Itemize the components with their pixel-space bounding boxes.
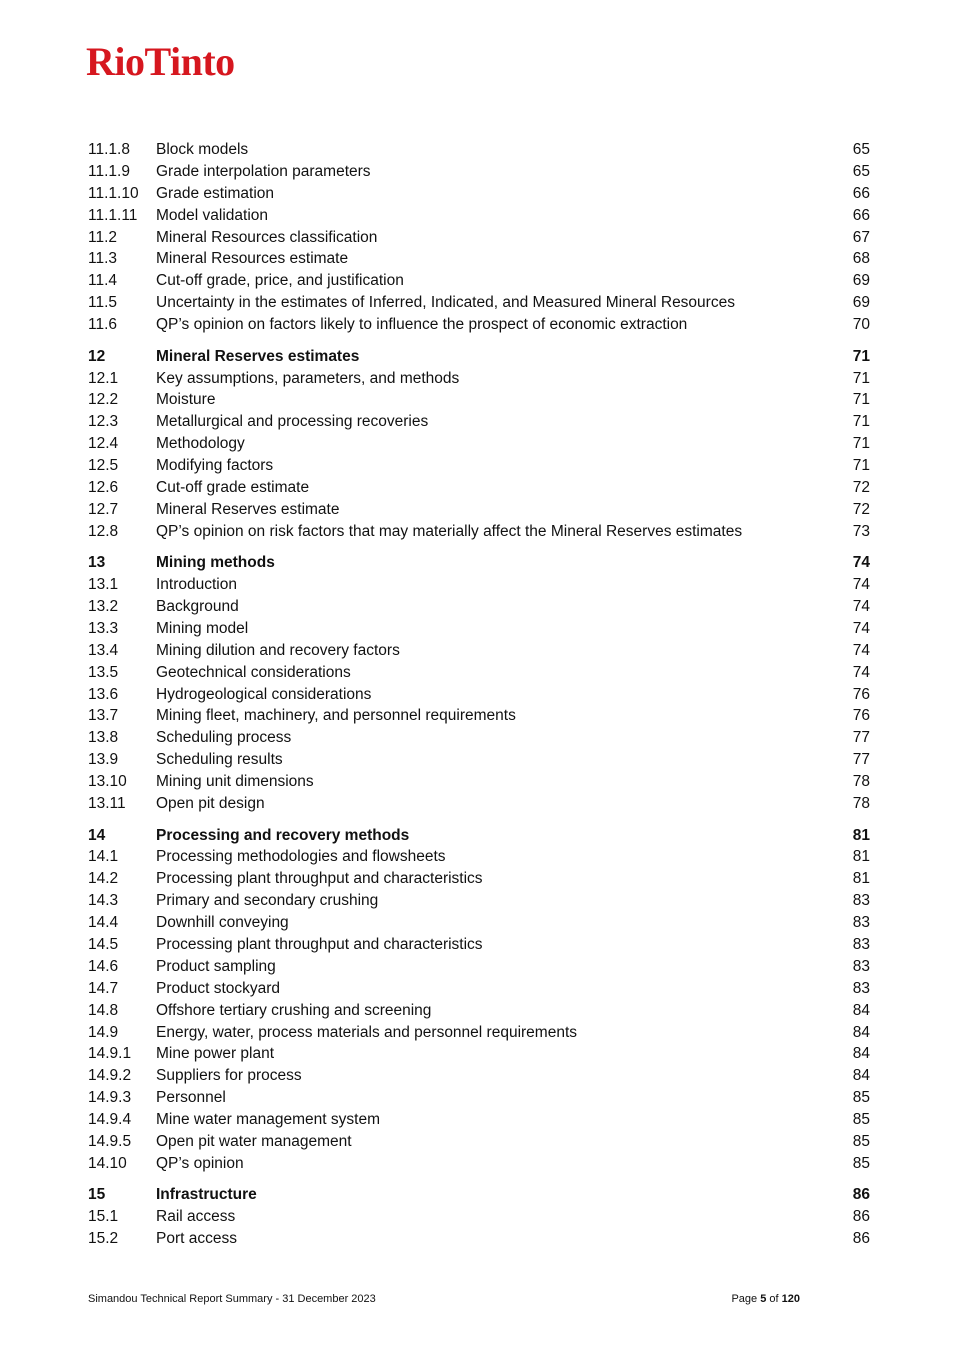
toc-entry-title: Port access [156, 1230, 237, 1248]
toc-entry-page: 69 [852, 294, 870, 312]
toc-entry-num: 13.1 [88, 576, 119, 594]
toc-entry-title: Mineral Resources classification [156, 228, 378, 246]
toc-entry-page: 78 [852, 773, 870, 791]
toc-entry-page: 83 [852, 979, 870, 997]
toc-entry[interactable] [88, 793, 870, 815]
page-total: 120 [781, 1293, 800, 1305]
toc-entry-page: 86 [852, 1186, 870, 1204]
toc-entry-page: 83 [852, 892, 870, 910]
toc-entry-num: 14.8 [88, 1001, 119, 1019]
toc-entry-page: 73 [852, 522, 870, 540]
toc-entry[interactable] [88, 314, 870, 336]
toc-entry-page: 86 [852, 1230, 870, 1248]
toc-entry-title: QP’s opinion [156, 1154, 244, 1172]
toc-entry[interactable] [88, 705, 870, 727]
toc-entry-num: 12.5 [88, 457, 119, 475]
toc-entry-num: 11.1.10 [88, 184, 139, 202]
toc-entry-num: 11.1.9 [88, 162, 130, 180]
toc-entry-num: 13.5 [88, 663, 119, 681]
toc-entry-num: 14.10 [88, 1154, 127, 1172]
toc-entry-title: Uncertainty in the estimates of Inferred, Indicated, and Measured Mineral Resources [156, 294, 735, 312]
toc-entry-page: 71 [852, 369, 870, 387]
page-current: 5 [760, 1293, 767, 1305]
toc-entry[interactable] [88, 640, 870, 662]
toc-entry-title: Mining model [156, 619, 249, 637]
table-of-contents [88, 139, 870, 1250]
toc-entry[interactable] [88, 912, 870, 934]
toc-entry[interactable] [88, 1131, 870, 1153]
toc-entry-title: Suppliers for process [156, 1067, 302, 1085]
toc-entry-title: Downhill conveying [156, 914, 289, 932]
toc-section-heading[interactable] [88, 825, 870, 847]
toc-entry-num: 13 [88, 554, 106, 572]
toc-entry-page: 84 [852, 1001, 870, 1019]
toc-section-heading[interactable] [88, 552, 870, 574]
toc-entry-title: Processing plant throughput and characteristics [156, 870, 483, 888]
toc-entry-page: 81 [852, 870, 870, 888]
toc-entry-title: Product sampling [156, 957, 276, 975]
toc-entry-title: Personnel [156, 1089, 226, 1107]
toc-entry-page: 71 [852, 391, 870, 409]
page-prefix: Page [731, 1293, 758, 1305]
toc-entry-page: 76 [852, 707, 870, 725]
toc-entry-title: Block models [156, 141, 249, 158]
toc-entry-num: 14.2 [88, 870, 119, 888]
toc-entry-title: Model validation [156, 206, 269, 224]
toc-entry[interactable] [88, 521, 870, 543]
toc-entry-title: Mine water management system [156, 1111, 380, 1129]
toc-entry-title: Metallurgical and processing recoveries [156, 413, 429, 431]
toc-entry-num: 11.2 [88, 228, 118, 246]
toc-entry-num: 11.1.8 [88, 141, 130, 158]
toc-entry-title: Scheduling results [156, 751, 283, 769]
toc-entry[interactable] [88, 618, 870, 640]
toc-entry-title: Processing plant throughput and characteristics [156, 935, 483, 953]
toc-entry[interactable] [88, 749, 870, 771]
toc-entry[interactable] [88, 227, 870, 249]
toc-entry-page: 85 [852, 1111, 870, 1129]
toc-entry[interactable] [88, 1087, 870, 1109]
toc-entry-num: 11.1.11 [88, 206, 138, 224]
toc-section-heading[interactable] [88, 1184, 870, 1206]
toc-entry-title: Mining methods [156, 554, 275, 572]
toc-entry-page: 74 [852, 619, 870, 637]
toc-entry-page: 84 [852, 1023, 870, 1041]
toc-entry-num: 14.9.2 [88, 1067, 132, 1085]
toc-entry[interactable] [88, 846, 870, 868]
toc-entry[interactable] [88, 499, 870, 521]
toc-entry[interactable] [88, 890, 870, 912]
toc-entry-page: 74 [852, 641, 870, 659]
toc-entry-page: 85 [852, 1154, 870, 1172]
toc-entry-num: 12.4 [88, 435, 119, 453]
toc-entry-title: Mine power plant [156, 1045, 275, 1063]
toc-entry-title: Introduction [156, 576, 237, 594]
toc-entry-num: 13.9 [88, 751, 119, 769]
toc-entry-num: 14.9.1 [88, 1045, 132, 1063]
rio-tinto-logo: RioTinto [86, 39, 235, 84]
toc-entry-page: 65 [852, 141, 870, 158]
toc-entry[interactable] [88, 205, 870, 227]
toc-entry-title: Energy, water, process materials and personnel requirements [156, 1023, 578, 1041]
toc-entry-num: 14.3 [88, 892, 119, 910]
toc-entry-num: 14.9 [88, 1023, 119, 1041]
toc-entry-page: 85 [852, 1132, 870, 1150]
toc-entry-title: Processing and recovery methods [156, 826, 410, 844]
toc-entry-num: 12.2 [88, 391, 119, 409]
toc-entry-num: 12 [88, 347, 106, 365]
page-of: of [769, 1293, 779, 1305]
toc-entry-title: Mineral Reserves estimate [156, 500, 340, 518]
toc-entry-title: Methodology [156, 435, 245, 453]
toc-entry-num: 14.1 [88, 848, 119, 866]
toc-entry-title: Cut-off grade estimate [156, 478, 310, 496]
toc-entry-title: Primary and secondary crushing [156, 892, 379, 910]
toc-entry-page: 84 [852, 1045, 870, 1063]
toc-entry-page: 74 [852, 663, 870, 681]
toc-entry-num: 13.3 [88, 619, 119, 637]
toc-entry-num: 12.8 [88, 522, 119, 540]
toc-entry-title: Rail access [156, 1208, 236, 1226]
toc-entry-page: 74 [852, 576, 870, 594]
toc-entry-page: 81 [852, 848, 870, 866]
toc-entry-title: Processing methodologies and flowsheets [156, 848, 446, 866]
toc-entry[interactable] [88, 139, 870, 161]
toc-entry[interactable] [88, 248, 870, 270]
toc-entry[interactable] [88, 1228, 870, 1250]
toc-entry[interactable] [88, 270, 870, 292]
toc-entry[interactable] [88, 1109, 870, 1131]
toc-entry-page: 83 [852, 935, 870, 953]
toc-entry-num: 13.8 [88, 729, 119, 747]
toc-entry-title: Geotechnical considerations [156, 663, 351, 681]
toc-entry[interactable] [88, 684, 870, 706]
toc-entry-title: Key assumptions, parameters, and methods [156, 369, 460, 387]
toc-entry-page: 74 [852, 554, 870, 572]
toc-entry-title: Grade estimation [156, 184, 275, 202]
toc-entry-title: Modifying factors [156, 457, 274, 475]
toc-entry-page: 70 [852, 316, 870, 334]
toc-entry-num: 13.2 [88, 598, 119, 615]
toc-entry-title: Moisture [156, 391, 216, 409]
toc-entry-num: 12.7 [88, 500, 119, 518]
toc-entry[interactable] [88, 574, 870, 596]
footer-document-title: Simandou Technical Report Summary - 31 December 2023 [88, 1293, 376, 1305]
toc-entry-page: 71 [852, 347, 870, 365]
toc-entry-title: Offshore tertiary crushing and screening [156, 1001, 432, 1019]
toc-entry-num: 14.7 [88, 979, 119, 997]
toc-entry-num: 15 [88, 1186, 106, 1204]
toc-entry[interactable] [88, 934, 870, 956]
toc-entry-title: Hydrogeological considerations [156, 685, 372, 703]
toc-entry-page: 71 [852, 435, 870, 453]
toc-entry-num: 14.9.5 [88, 1132, 132, 1150]
toc-entry[interactable] [88, 477, 870, 499]
toc-entry[interactable] [88, 1000, 870, 1022]
toc-entry-page: 83 [852, 914, 870, 932]
toc-entry[interactable] [88, 292, 870, 314]
toc-entry[interactable] [88, 389, 870, 411]
toc-entry-num: 11.4 [88, 272, 118, 290]
toc-entry[interactable] [88, 727, 870, 749]
toc-entry-page: 68 [852, 250, 870, 268]
toc-entry-num: 12.1 [88, 369, 119, 387]
page-footer [88, 1293, 800, 1305]
toc-entry-num: 12.6 [88, 478, 119, 496]
toc-entry-num: 13.6 [88, 685, 119, 703]
toc-entry-page: 66 [852, 184, 870, 202]
toc-entry-title: Grade interpolation parameters [156, 162, 371, 180]
toc-entry[interactable] [88, 956, 870, 978]
toc-entry-page: 84 [852, 1067, 870, 1085]
toc-entry-title: Mining unit dimensions [156, 773, 314, 791]
toc-entry-title: Mining dilution and recovery factors [156, 641, 400, 659]
toc-entry[interactable] [88, 1043, 870, 1065]
toc-entry-page: 72 [852, 500, 870, 518]
toc-entry-num: 13.11 [88, 795, 126, 813]
toc-entry-page: 69 [852, 272, 870, 290]
toc-entry-title: Background [156, 598, 239, 615]
toc-entry-num: 13.4 [88, 641, 119, 659]
toc-entry-title: Mineral Reserves estimates [156, 347, 360, 365]
toc-entry-page: 83 [852, 957, 870, 975]
toc-entry-num: 14.5 [88, 935, 119, 953]
toc-entry-title: QP’s opinion on factors likely to influence the prospect of economic extraction [156, 316, 688, 334]
toc-entry[interactable] [88, 161, 870, 183]
toc-entry-page: 81 [852, 826, 870, 844]
toc-entry-num: 11.3 [88, 250, 118, 268]
footer-page-number [731, 1293, 800, 1305]
toc-entry[interactable] [88, 368, 870, 390]
toc-entry-title: Infrastructure [156, 1186, 257, 1204]
toc-entry-num: 14.9.3 [88, 1089, 132, 1107]
toc-entry[interactable] [88, 1022, 870, 1044]
toc-entry-num: 12.3 [88, 413, 119, 431]
toc-entry-page: 65 [852, 162, 870, 180]
toc-entry[interactable] [88, 411, 870, 433]
toc-entry-title: Cut-off grade, price, and justification [156, 272, 404, 290]
toc-entry-page: 86 [852, 1208, 870, 1226]
toc-entry-num: 11.6 [88, 316, 118, 334]
toc-entry-page: 74 [852, 598, 870, 615]
toc-entry[interactable] [88, 1153, 870, 1175]
toc-entry-page: 78 [852, 795, 870, 813]
toc-entry[interactable] [88, 183, 870, 205]
toc-entry[interactable] [88, 771, 870, 793]
toc-entry-title: QP’s opinion on risk factors that may materially affect the Mineral Reserves estimates [156, 522, 743, 540]
toc-entry-page: 72 [852, 478, 870, 496]
toc-entry-title: Mining fleet, machinery, and personnel requirements [156, 707, 516, 725]
toc-entry-num: 14.9.4 [88, 1111, 132, 1129]
toc-entry-page: 77 [852, 751, 870, 769]
toc-entry[interactable] [88, 662, 870, 684]
toc-entry-title: Open pit design [156, 795, 265, 813]
toc-entry[interactable] [88, 868, 870, 890]
toc-entry-num: 13.10 [88, 773, 127, 791]
toc-entry[interactable] [88, 978, 870, 1000]
toc-entry-title: Scheduling process [156, 729, 292, 747]
toc-entry[interactable] [88, 455, 870, 477]
toc-entry-num: 15.1 [88, 1208, 119, 1226]
toc-entry-num: 13.7 [88, 707, 119, 725]
toc-entry-page: 71 [852, 457, 870, 475]
toc-entry-page: 71 [852, 413, 870, 431]
toc-entry-page: 66 [852, 206, 870, 224]
toc-entry-page: 77 [852, 729, 870, 747]
toc-entry-title: Open pit water management [156, 1132, 352, 1150]
toc-section-heading[interactable] [88, 346, 870, 368]
toc-entry-num: 14 [88, 826, 106, 844]
toc-entry-num: 15.2 [88, 1230, 119, 1248]
toc-entry-num: 14.6 [88, 957, 119, 975]
toc-entry[interactable] [88, 596, 870, 618]
toc-entry-page: 76 [852, 685, 870, 703]
toc-entry-title: Mineral Resources estimate [156, 250, 349, 268]
toc-entry-page: 67 [852, 228, 870, 246]
toc-entry[interactable] [88, 1206, 870, 1228]
toc-entry-num: 11.5 [88, 294, 118, 312]
toc-entry-title: Product stockyard [156, 979, 281, 997]
toc-entry[interactable] [88, 433, 870, 455]
toc-entry-page: 85 [852, 1089, 870, 1107]
toc-entry-num: 14.4 [88, 914, 119, 932]
toc-entry[interactable] [88, 1065, 870, 1087]
